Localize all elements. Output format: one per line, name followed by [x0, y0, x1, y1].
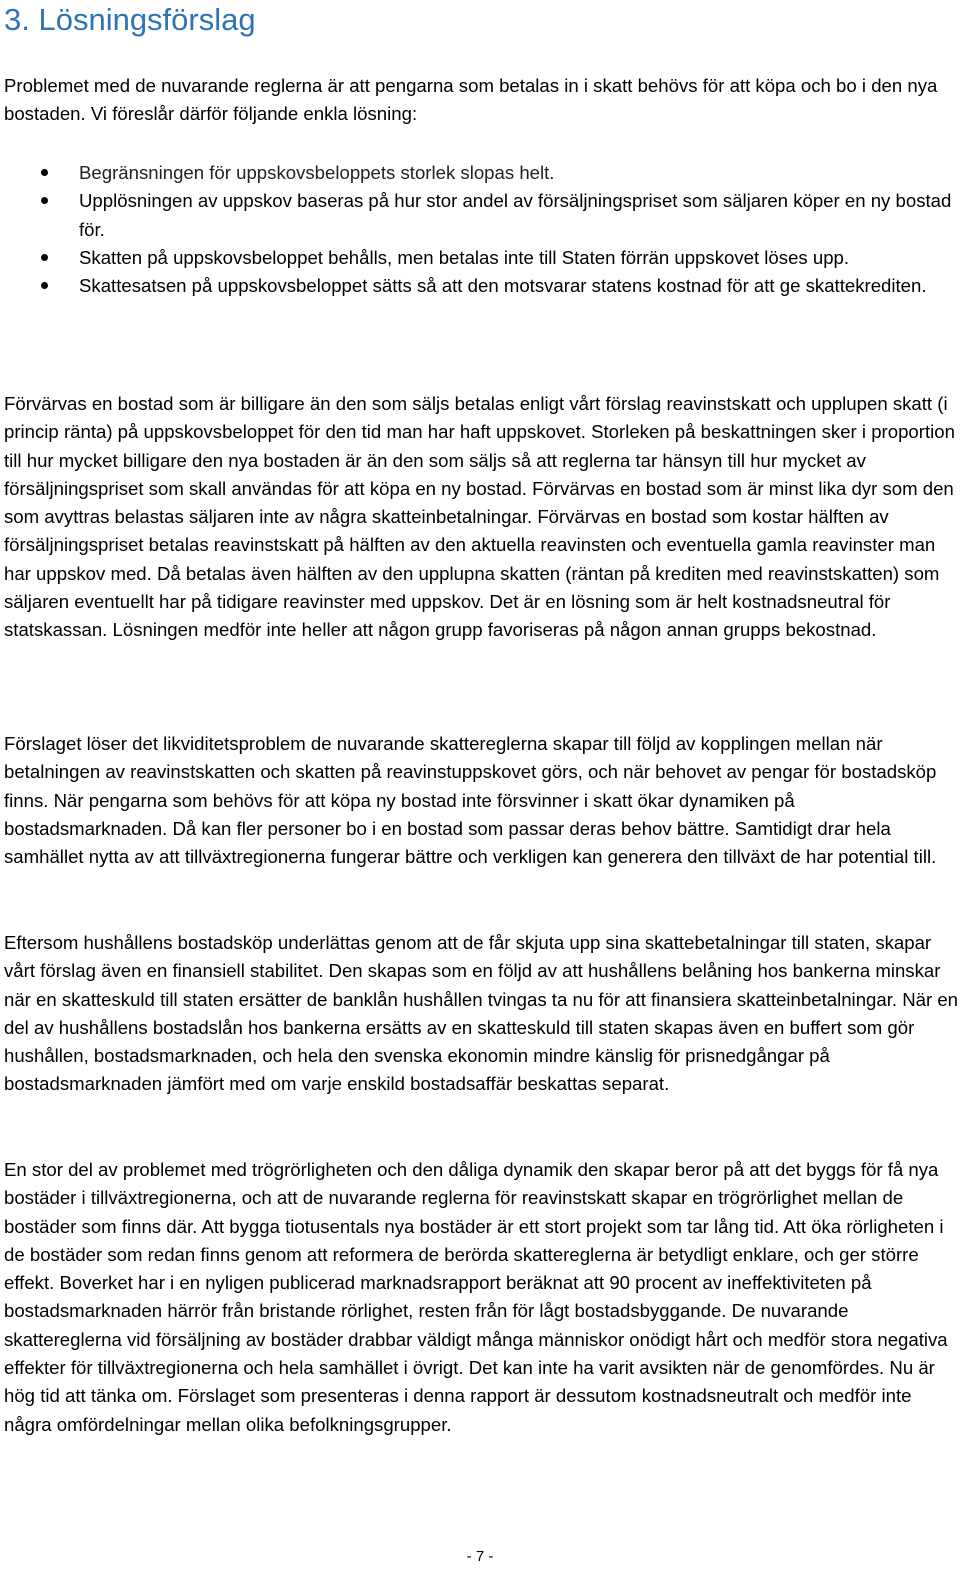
section-heading: 3. Lösningsförslag	[4, 2, 256, 37]
body-paragraph: En stor del av problemet med trögrörligheten och den dåliga dynamik den skapar beror på att det byggs för få nya bostäder i tillväxtregionerna, och att de nuvarande reglerna för reavinstskatt skapar en trögrörlighet mellan de bostäder som finns där. Att bygga tiotusentals nya bostäder är ett stort projekt som tar lång tid. Att öka rörligheten i de bostäder som redan finns genom att reformera de berörda skattereglerna är betydligt enklare, och ger större effekt. Boverket har i en nyligen publicerad marknadsrapport beräknat att 90 procent av ineffektiviteten på bostadsmarknaden härrör från bristande rörlighet, resten från för lågt bostadsbyggande. De nuvarande skattereglerna vid försäljning av bostäder drabbar väldigt många människor onödigt hårt och medför stora negativa effekter för tillväxtregionerna och hela samhället i övrigt. Det kan inte ha varit avsikten när de genomfördes. Nu är hög tid att tänka om. Förslaget som presenteras i denna rapport är dessutom kostnadsneutralt och medför inte några omfördelningar mellan olika befolkningsgrupper.	[4, 1159, 948, 1435]
page-number: - 7 -	[466, 1548, 494, 1565]
body-paragraph: Förvärvas en bostad som är billigare än den som säljs betalas enligt vårt förslag reavinstskatt och upplupen skatt (i princip ränta) på uppskovsbeloppet för den tid man har haft uppskovet. Storleken på beskattningen sker i proportion till hur mycket billigare den nya bostaden är än den som säljs så att reglerna tar hänsyn till hur mycket av försäljningspriset som skall användas för att köpa en ny bostad. Förvärvas en bostad som är minst lika dyr som den som avyttras belastas säljaren inte av några skatteinbetalningar. Förvärvas en bostad som kostar hälften av försäljningspriset betalas reavinstskatt på hälften av den aktuella reavinsten och eventuella gamla reavinster man har uppskov med. Då betalas även hälften av den upplupna skatten (räntan på krediten med reavinstskatten) som säljaren eventuellt har på tidigare reavinster med uppskov. Det är en lösning som är helt kostnadsneutral för statskassan. Lösningen medför inte heller att någon grupp favoriseras på någon annan grupps bekostnad.	[4, 393, 955, 641]
proposal-bullet-list	[0, 159, 960, 300]
bullet-icon	[41, 254, 48, 261]
bullet-item	[0, 159, 960, 187]
bullet-text: Upplösningen av uppskov baseras på hur stor andel av försäljningspriset som säljaren köper en ny bostad för.	[79, 190, 952, 240]
bullet-item	[0, 187, 960, 244]
body-paragraph: Eftersom hushållens bostadsköp underlättas genom att de får skjuta upp sina skattebetalningar till staten, skapar vårt förslag även en finansiell stabilitet. Den skapas som en följd av att hushållens belåning hos bankerna minskar när en skatteskuld till staten ersätter de banklån hushållen tvingas ta nu för att finansiera skatteinbetalningar. När en del av hushållens bostadslån hos bankerna ersätts av en skatteskuld till staten skapas även en buffert som gör hushållen, bostadsmarknaden, och hela den svenska ekonomin mindre känslig för prisnedgångar på bostadsmarknaden jämfört med om varje enskild bostadsaffär beskattas separat.	[4, 932, 959, 1095]
bullet-icon	[41, 197, 48, 204]
bullet-text: Skatten på uppskovsbeloppet behålls, men betalas inte till Staten förrän uppskovet löses upp.	[79, 246, 850, 268]
bullet-icon	[41, 282, 48, 289]
bullet-icon	[41, 169, 48, 176]
bullet-text: Skattesatsen på uppskovsbeloppet sätts så att den motsvarar statens kostnad för att ge skattekrediten.	[79, 275, 927, 297]
intro-paragraph: Problemet med de nuvarande reglerna är att pengarna som betalas in i skatt behövs för att köpa och bo i den nya bostaden. Vi föreslår därför följande enkla lösning:	[4, 75, 938, 125]
bullet-item	[0, 272, 960, 300]
body-paragraph: Förslaget löser det likviditetsproblem de nuvarande skattereglerna skapar till följd av kopplingen mellan när betalningen av reavinstskatten och skatten på reavinstuppskovet görs, och när behovet av pengar för bostadsköp finns. När pengarna som behövs för att köpa ny bostad inte försvinner i skatt ökar dynamiken på bostadsmarknaden. Då kan fler personer bo i en bostad som passar deras behov bättre. Samtidigt drar hela samhället nytta av att tillväxtregionerna fungerar bättre och verkligen kan generera den tillväxt de har potential till.	[4, 733, 937, 868]
bullet-item	[0, 244, 960, 272]
bullet-text: Begränsningen för uppskovsbeloppets storlek slopas helt.	[79, 162, 555, 183]
